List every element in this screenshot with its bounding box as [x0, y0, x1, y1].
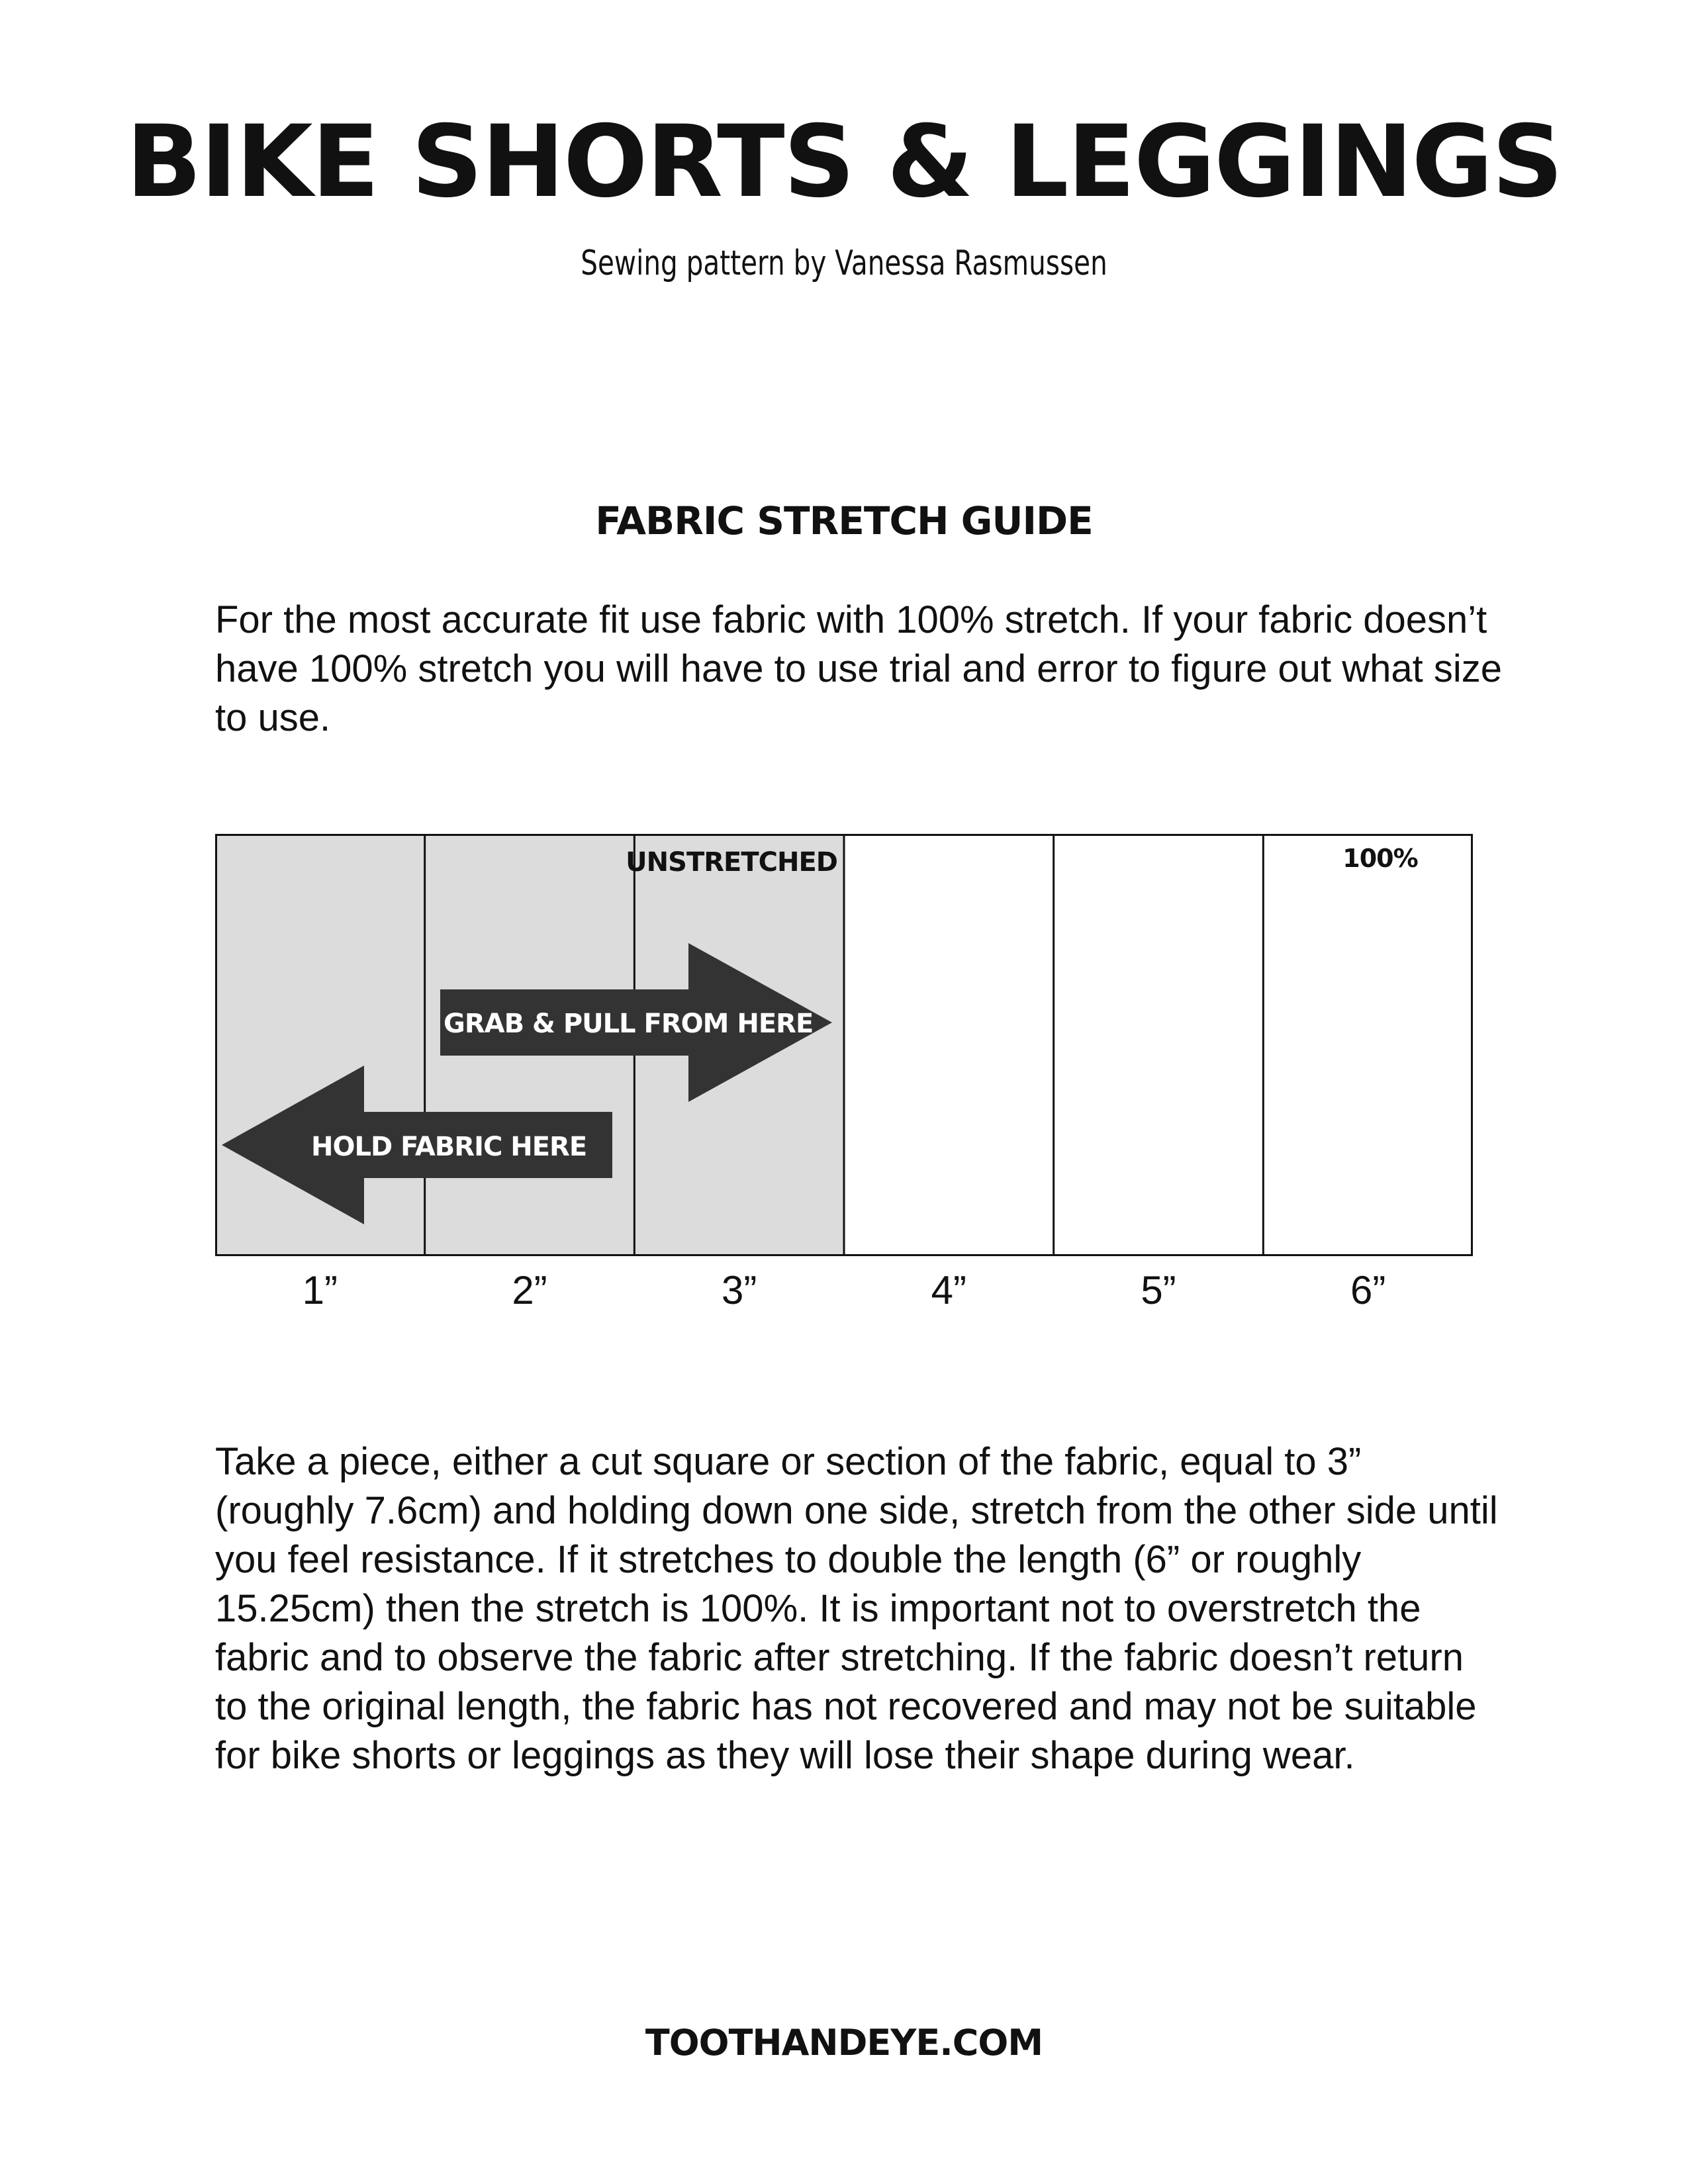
- inch-tick-label: 1”: [302, 1268, 338, 1312]
- unstretched-label: UNSTRETCHED: [626, 847, 837, 878]
- inch-tick-label: 5”: [1141, 1268, 1176, 1312]
- inch-tick-label: 4”: [931, 1268, 966, 1312]
- inch-tick-label: 3”: [721, 1268, 757, 1312]
- instructions-paragraph: Take a piece, either a cut square or section of the fabric, equal to 3” (roughly 7.6cm) and holding down one side, stretch from the other side until you feel resistance. If it stretches to double the length (6” or roughly 15.25cm) then the stretch is 100%. It is important not to overstretch the fabric and to observe the fabric after stretching. If the fabric doesn’t return to the original length, the fabric has not recovered and may not be suitable for bike shorts or leggings as they will lose their shape during wear.: [215, 1440, 1498, 1777]
- section-heading: FABRIC STRETCH GUIDE: [595, 498, 1093, 543]
- hold-label: HOLD FABRIC HERE: [311, 1132, 587, 1162]
- stretch-guide-diagram: [215, 834, 1473, 1256]
- grab-label: GRAB & PULL FROM HERE: [444, 1009, 814, 1039]
- inch-tick-label: 2”: [512, 1268, 547, 1312]
- inch-tick-labels: [215, 1267, 1473, 1314]
- full-stretch-label: 100%: [1342, 844, 1418, 873]
- intro-paragraph: For the most accurate fit use fabric with 100% stretch. If your fabric doesn’t have 100% stretch you will have to use trial and error to figure out what size to use.: [215, 598, 1503, 739]
- footer-website: TOOTHANDEYE.COM: [645, 2022, 1043, 2064]
- page-subtitle: Sewing pattern by Vanessa Rasmussen: [581, 244, 1107, 283]
- page-title: BIKE SHORTS & LEGGINGS: [126, 105, 1562, 220]
- inch-tick-label: 6”: [1350, 1268, 1386, 1312]
